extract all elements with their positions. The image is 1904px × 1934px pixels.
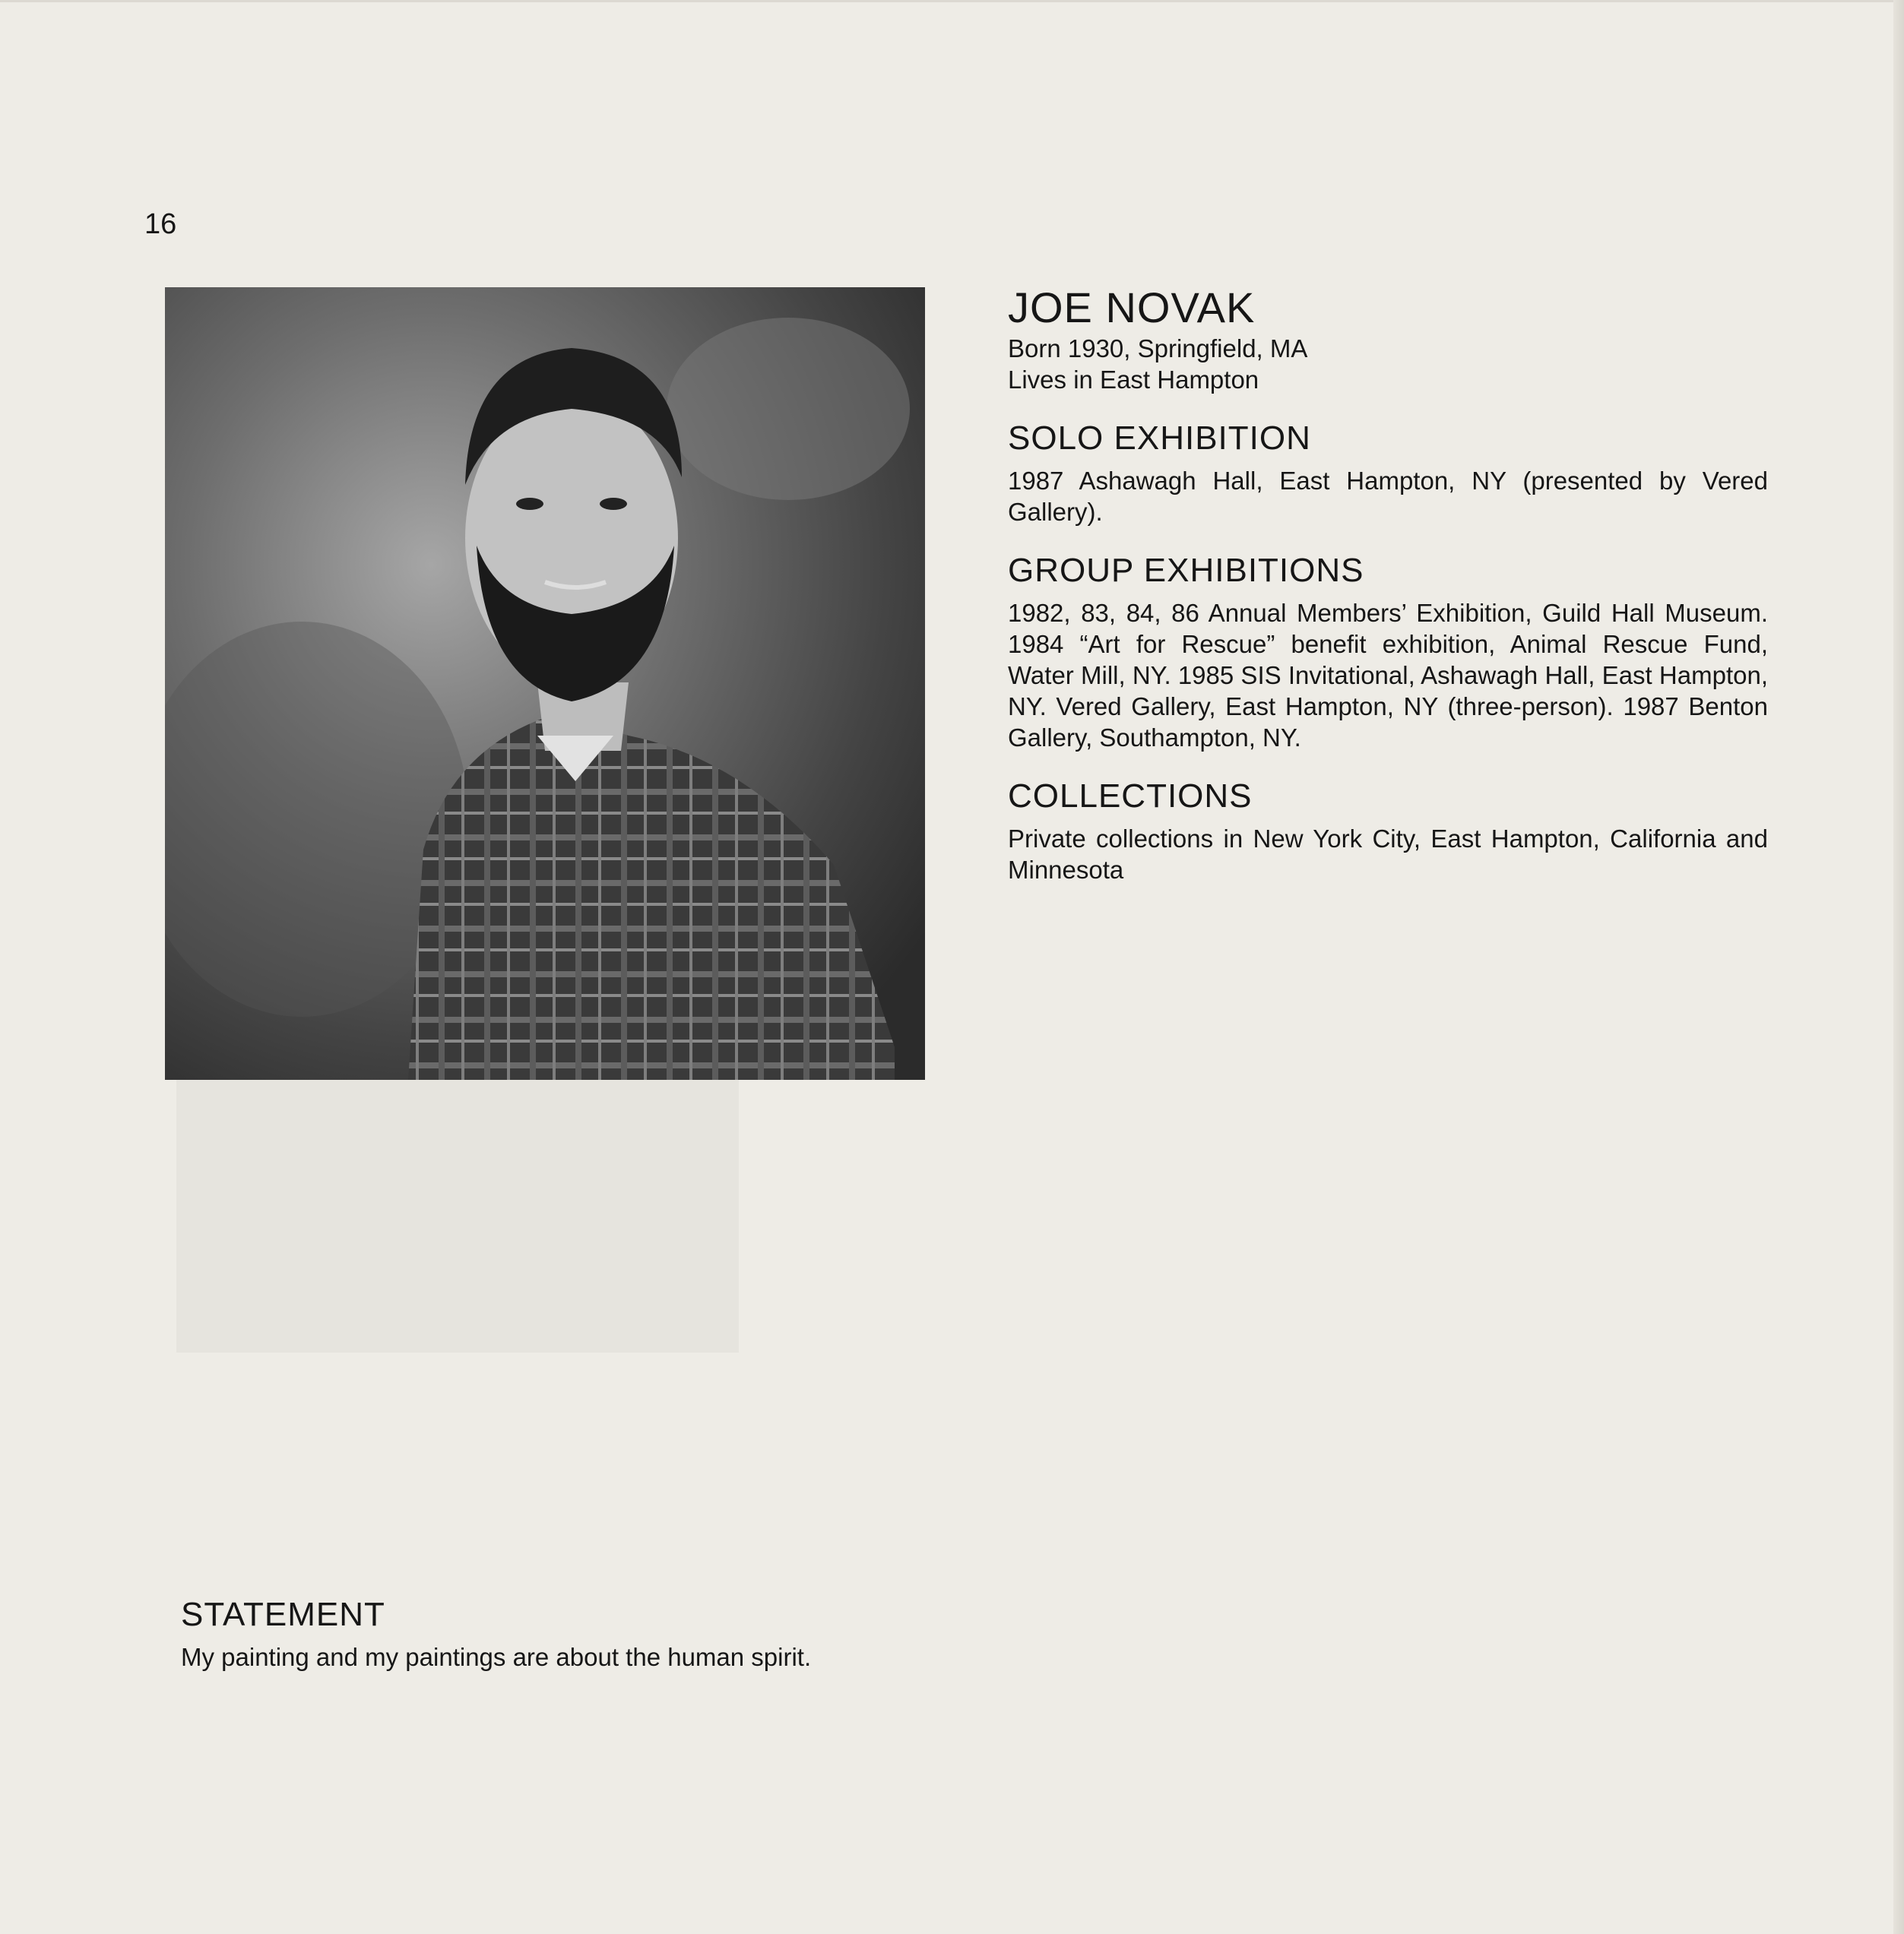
page-top-edge xyxy=(0,0,1904,2)
artist-portrait-photo xyxy=(165,287,925,1080)
solo-exhibition-text: 1987 Ashawagh Hall, East Hampton, NY (presented by Vered Gallery). xyxy=(1008,467,1768,526)
artist-name: JOE NOVAK xyxy=(1008,283,1256,331)
artist-birth: Born 1930, Springfield, MA xyxy=(1008,334,1308,362)
page-number: 16 xyxy=(144,208,177,240)
artist-bio xyxy=(1008,283,1768,885)
group-exhibitions-text: 1982, 83, 84, 86 Annual Members’ Exhibition, Guild Hall Museum. 1984 “Art for Rescue” benefit exhibition, Animal Rescue Fund, Water Mill, NY. 1985 SIS Invitational, Ashawagh Hall, East Hampton, NY. Vered Gallery, East Hampton, NY (three-person). 1987 Benton Gallery, Southampton, NY. xyxy=(1008,599,1768,752)
page-right-edge xyxy=(1893,0,1904,1934)
statement-heading: STATEMENT xyxy=(181,1596,385,1633)
group-exhibitions-heading: GROUP EXHIBITIONS xyxy=(1008,552,1364,589)
portrait-image xyxy=(165,287,925,1080)
solo-exhibition-heading: SOLO EXHIBITION xyxy=(1008,419,1311,457)
statement-text: My painting and my paintings are about the human spirit. xyxy=(181,1643,812,1671)
artist-residence: Lives in East Hampton xyxy=(1008,366,1259,394)
artist-statement xyxy=(181,1594,926,1673)
collections-heading: COLLECTIONS xyxy=(1008,777,1253,815)
collections-text: Private collections in New York City, East Hampton, California and Minnesota xyxy=(1008,825,1768,884)
show-through-shadow xyxy=(176,1079,739,1353)
